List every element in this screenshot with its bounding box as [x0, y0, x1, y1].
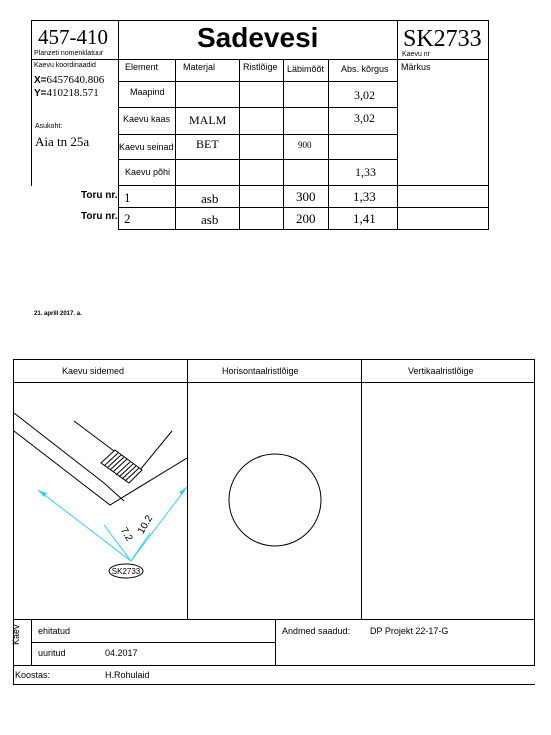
- well-id-label: Kaevu nr: [402, 51, 431, 58]
- location-value: Aia tn 25a: [35, 134, 90, 149]
- col-header-element: Element: [125, 62, 159, 72]
- pipe-diameter: 300: [296, 189, 316, 204]
- col-header-notes: Märkus: [401, 62, 431, 72]
- horizontal-section-drawing: [188, 383, 361, 619]
- section-title-horizontal: Horisontaalristlõige: [222, 366, 299, 376]
- y-coordinate: [34, 88, 99, 99]
- tie-distance-label: 10.2: [136, 513, 156, 536]
- col-header-cross-section: Ristlõige: [243, 62, 278, 72]
- tie-sketch: [14, 383, 187, 619]
- built-label: ehitatud: [38, 626, 71, 636]
- row-element-label: Maapind: [130, 87, 165, 97]
- x-coordinate: [34, 75, 104, 86]
- footer-side-label: Kaev: [11, 624, 21, 645]
- section-title-ties: Kaevu sidemed: [62, 366, 125, 376]
- document-date: 21. aprill 2017. a.: [34, 311, 82, 317]
- pipe-number: 2: [124, 211, 131, 226]
- col-header-diameter: Läbimõõt: [287, 64, 325, 74]
- x-label: X=: [34, 75, 47, 86]
- col-header-abs-height: Abs. kõrgus: [341, 64, 389, 74]
- pipe-abs: 1,33: [353, 189, 376, 204]
- pipe-abs: 1,41: [353, 211, 376, 226]
- row-abs-value: 3,02: [354, 111, 375, 125]
- well-circle: [229, 454, 321, 546]
- row-element-label: Kaevu kaas: [123, 114, 171, 124]
- row-element-label: Kaevu seinad: [119, 142, 174, 152]
- y-value: 410218.571: [46, 87, 99, 99]
- pipe-row-label: Toru nr.: [81, 190, 118, 201]
- page-title: Sadevesi: [197, 22, 319, 53]
- pipe-row-label: Toru nr.: [81, 211, 118, 222]
- location-label: Asukoht:: [35, 123, 63, 130]
- well-marker-label: SK2733: [111, 567, 141, 576]
- nomenclature-number: 457-410: [38, 25, 108, 49]
- data-source-value: DP Projekt 22-17-G: [370, 626, 449, 636]
- nomenclature-label: Planzeti nomenklatuur: [34, 50, 104, 57]
- tie-lines: [38, 487, 187, 561]
- compiled-by-label: Koostas:: [15, 670, 51, 680]
- row-element-label: Kaevu põhi: [125, 167, 171, 177]
- tie-arrowheads: [38, 487, 187, 497]
- hatched-structure: [101, 450, 142, 483]
- y-label: Y=: [34, 88, 47, 99]
- row-material-value: BET: [196, 137, 219, 151]
- tie-distance-label: 7.2: [117, 525, 135, 544]
- coords-label: Kaevu koordinaadid: [34, 62, 96, 69]
- well-id: SK2733: [403, 26, 482, 52]
- compiled-by-value: H.Rohulaid: [105, 670, 150, 680]
- pipe-material: asb: [201, 212, 219, 227]
- surveyed-value: 04.2017: [105, 648, 138, 658]
- row-abs-value: 3,02: [354, 88, 375, 102]
- pipe-material: asb: [201, 191, 219, 206]
- row-abs-value: 1,33: [355, 165, 376, 179]
- pipe-number: 1: [124, 190, 131, 205]
- section-title-vertical: Vertikaalristlõige: [408, 366, 474, 376]
- row-material-value: MALM: [189, 113, 227, 127]
- col-header-material: Materjal: [183, 62, 216, 72]
- row-diameter-value: 900: [298, 140, 312, 150]
- pipe-diameter: 200: [296, 211, 316, 226]
- x-value: 6457640.806: [46, 74, 105, 86]
- surveyed-label: uuritud: [38, 648, 66, 658]
- data-source-label: Andmed saadud:: [282, 626, 351, 636]
